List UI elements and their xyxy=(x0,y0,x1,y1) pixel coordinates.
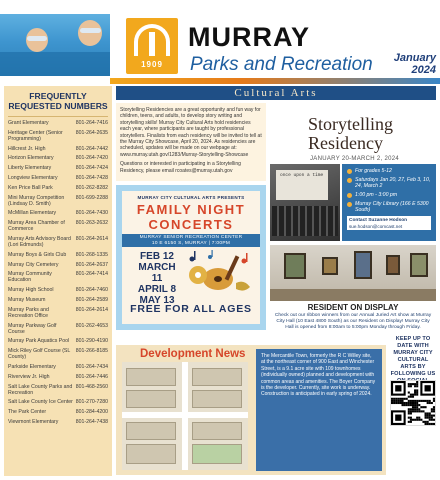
development-text: The Mercantile Town, formerly the R C Willey site, at the northeast corner of 900 East and Winchester Street, is a 9.1 acre site with 109 townhomes (individually owned) planned and development with common areas and amenities. The Boyer Company is the developer. Currently, site work is underway. Construction is anticipated in early spring of 2024. xyxy=(256,349,382,471)
header-divider xyxy=(110,78,440,84)
site-plan-map xyxy=(122,362,248,470)
phone-entry xyxy=(8,146,108,152)
entry-phone[interactable]: 801-699-2288 xyxy=(75,194,108,201)
brand-subtitle: Parks and Recreation xyxy=(190,54,373,75)
phone-list xyxy=(8,120,108,425)
article-paragraph: Questions or interested in participating in a Storytelling Residency, please email rcoates@murray.utah.gov xyxy=(120,161,241,174)
phone-entry xyxy=(8,323,108,335)
issue-date xyxy=(384,52,436,76)
storytelling-dates: JANUARY 20-MARCH 2, 2024 xyxy=(310,156,400,162)
phone-entry xyxy=(8,195,108,207)
cultural-arts-title: Cultural Arts xyxy=(234,87,318,99)
contact-email[interactable]: sue.hodson@comcast.net xyxy=(349,223,403,229)
entry-phone[interactable]: 801-264-7460 xyxy=(75,287,108,294)
entry-phone[interactable]: 801-263-2632 xyxy=(75,220,108,227)
entry-name: Heritage Center (Senior Programming) xyxy=(8,129,63,142)
header-photo xyxy=(0,14,128,76)
concert-date: MARCH 11 xyxy=(138,262,176,284)
phone-entry xyxy=(8,165,108,171)
phone-entry xyxy=(8,348,108,360)
bullet-icon xyxy=(347,202,352,207)
entry-name: Mini Murray Competition (Lindsay D. Smith) xyxy=(8,194,65,207)
phone-entry xyxy=(8,409,108,415)
resident-text: Check out our ribbon winners from our Annual Juried Art show at Murray City Hall (10 East 4800 South) as our Resident on Display! Murray City Hall is opened from 8:00am to 5:00pm Monday through Friday. xyxy=(274,313,432,330)
phone-entry xyxy=(8,271,108,283)
phone-entry xyxy=(8,262,108,268)
entry-name: Murray Area Chamber of Commerce xyxy=(8,220,65,233)
entry-phone[interactable]: 801-264-7430 xyxy=(75,210,108,217)
phone-entry xyxy=(8,297,108,303)
entry-phone[interactable]: 801-264-7442 xyxy=(75,145,108,152)
flyer-location xyxy=(122,234,260,247)
development-title: Development News xyxy=(140,348,246,360)
entry-name: Riverview Jr. High xyxy=(8,373,50,380)
entry-name: Murray City Cemetery xyxy=(8,261,59,268)
entry-name: Grant Elementary xyxy=(8,120,49,126)
resident-title: RESIDENT ON DISPLAY xyxy=(307,303,399,312)
detail-text: For grades 5-12 xyxy=(355,168,392,174)
resident-on-display xyxy=(270,245,436,341)
phone-entry xyxy=(8,175,108,181)
masthead xyxy=(0,14,440,76)
entry-phone[interactable]: 801-264-2635 xyxy=(75,129,108,136)
entry-name: Hillcrest Jr. High xyxy=(8,145,46,152)
flyer-title: CONCERTS xyxy=(148,217,234,232)
detail-row xyxy=(347,192,431,198)
phone-entry xyxy=(8,364,108,370)
gallery-photo xyxy=(270,245,436,301)
phone-entry xyxy=(8,419,108,425)
issue-month: January xyxy=(393,52,436,64)
entry-name: Murray Arts Advisory Board (Lori Edmunds) xyxy=(8,235,71,248)
entry-name: McMillan Elementary xyxy=(8,210,57,217)
entry-phone[interactable]: 801-264-7414 xyxy=(75,271,108,278)
phone-entry xyxy=(8,130,108,142)
brand-title: MURRAY xyxy=(188,22,311,52)
logo-mark-icon xyxy=(134,24,170,56)
entry-phone[interactable]: 801-264-7424 xyxy=(75,165,108,172)
entry-name: The Park Center xyxy=(8,409,47,416)
entry-name: Murray Boys & Girls Club xyxy=(8,251,67,258)
social-media-callout xyxy=(390,336,436,476)
qr-code-icon[interactable] xyxy=(390,380,436,426)
storytelling-contact xyxy=(347,216,431,230)
entry-phone[interactable]: 801-264-7446 xyxy=(75,373,108,380)
entry-name: Murray Community Education xyxy=(8,271,52,284)
typewriter-text: once upon a time xyxy=(280,173,324,178)
phone-entry xyxy=(8,374,108,380)
concert-date: MAY 13 xyxy=(139,295,175,306)
entry-phone[interactable]: 801-264-7428 xyxy=(75,174,108,181)
cultural-arts-banner xyxy=(116,86,436,100)
storytelling-title xyxy=(308,115,393,153)
location-line: MURRAY SENIOR RECREATION CENTER xyxy=(139,234,243,240)
phone-entry xyxy=(8,236,108,248)
phone-entry xyxy=(8,120,108,126)
entry-phone[interactable]: 801-268-1335 xyxy=(75,251,108,258)
concert-date: FEB 12 xyxy=(140,251,174,262)
phone-entry xyxy=(8,252,108,258)
entry-phone[interactable]: 801-468-2560 xyxy=(75,383,108,390)
detail-row xyxy=(347,201,431,213)
entry-name: Liberty Elementary xyxy=(8,165,52,172)
entry-name: Salt Lake County Ice Center xyxy=(8,399,73,406)
family-night-flyer xyxy=(116,185,266,330)
flyer-presenter: MURRAY CITY CULTURAL ARTS PRESENTS xyxy=(137,195,245,200)
title-line: Residency xyxy=(308,133,383,153)
issue-year: 2024 xyxy=(411,64,436,76)
article-paragraph: Storytelling Residencies are a great opportunity and fun way for children, teens, and adults, to develop story writing and storytelling skills! Murray City Cultural Arts hold residencies each year, where participants are taught by professional storytellers. Finalists from each residency will be invited to tell at the Murray City Showcase, April 20, 2024. As residencies are scheduled, updates will be made on our webpage at: www.murray.utah.gov/1283/Murray-Storytelling-Showcase xyxy=(120,107,262,158)
phone-entry xyxy=(8,185,108,191)
storytelling-flyer xyxy=(270,103,436,241)
entry-phone[interactable]: 801-264-7438 xyxy=(75,418,108,425)
phone-entry xyxy=(8,155,108,161)
entry-name: Murray Parkway Golf Course xyxy=(8,322,57,335)
flyer-footer: FREE FOR ALL AGES xyxy=(130,303,252,315)
phone-entry xyxy=(8,399,108,405)
entry-name: Salt Lake County Parks and Recreation xyxy=(8,383,73,396)
entry-phone[interactable]: 801-264-2637 xyxy=(75,261,108,268)
entry-phone[interactable]: 801-270-7280 xyxy=(75,399,108,406)
entry-name: Murray Park Aquatics Pool xyxy=(8,338,70,345)
entry-phone[interactable]: 801-264-2614 xyxy=(75,306,108,313)
detail-row xyxy=(347,177,431,189)
logo-year: 1909 xyxy=(141,60,163,69)
entry-name: Viewmont Elementary xyxy=(8,418,59,425)
entry-phone[interactable]: 801-284-4200 xyxy=(75,409,108,416)
cultural-arts-article xyxy=(116,103,266,181)
entry-phone[interactable]: 801-290-4190 xyxy=(75,338,108,345)
phone-entry xyxy=(8,287,108,293)
entry-name: Murray Museum xyxy=(8,296,46,303)
entry-phone[interactable]: 801-264-2589 xyxy=(75,296,108,303)
entry-phone[interactable]: 801-262-8282 xyxy=(75,184,108,191)
entry-phone[interactable]: 801-262-4653 xyxy=(75,322,108,329)
entry-name: Horizon Elementary xyxy=(8,155,54,162)
phone-entry xyxy=(8,307,108,319)
development-news xyxy=(116,345,386,475)
bullet-icon xyxy=(347,193,352,198)
entry-name: Murray High School xyxy=(8,287,54,294)
entry-name: Ken Price Ball Park xyxy=(8,184,53,191)
detail-text: 1:00 pm - 3:00 pm xyxy=(355,192,398,198)
entry-phone[interactable]: 801-264-2614 xyxy=(75,235,108,242)
location-line: 10 E 6150 S, MURRAY | 7:00PM xyxy=(151,240,231,246)
entry-phone[interactable]: 801-266-8185 xyxy=(75,348,108,355)
detail-row xyxy=(347,168,431,174)
entry-name: Longview Elementary xyxy=(8,174,58,181)
bullet-icon xyxy=(347,169,352,174)
detail-text: Murray City Library (166 E 5300 South) xyxy=(355,201,429,213)
typewriter-photo xyxy=(270,164,340,241)
entry-name: Mick Riley Golf Course (SL County) xyxy=(8,348,71,361)
phone-numbers-sidebar xyxy=(4,86,112,476)
concert-date: APRIL 8 xyxy=(137,284,177,295)
detail-text: Saturdays Jan 20, 27, Feb 3, 10, 24, March 2 xyxy=(355,177,431,189)
entry-phone[interactable]: 801-264-7434 xyxy=(75,363,108,370)
murray-logo xyxy=(126,18,178,74)
contact-label: Contact Suzanne Hodson xyxy=(349,218,408,223)
concert-dates xyxy=(132,251,182,306)
bullet-icon xyxy=(347,178,352,183)
sidebar-title: FREQUENTLY REQUESTED NUMBERS xyxy=(8,89,108,117)
entry-name: Parkside Elementary xyxy=(8,363,56,370)
instruments-illustration xyxy=(184,249,254,297)
entry-name: Murray Parks and Recreation Office xyxy=(8,306,49,319)
social-text: KEEP UP TO DATE WITH MURRAY CITY CULTURAL ARTS BY FOLLOWING US xyxy=(390,336,436,377)
phone-entry xyxy=(8,338,108,344)
flyer-title: FAMILY NIGHT xyxy=(136,202,246,217)
entry-phone[interactable]: 801-264-7420 xyxy=(75,155,108,162)
title-line: Storytelling xyxy=(308,114,393,134)
entry-phone[interactable]: 801-264-7416 xyxy=(75,120,108,126)
storytelling-details xyxy=(342,164,436,241)
phone-entry xyxy=(8,210,108,216)
phone-entry xyxy=(8,384,108,396)
phone-entry xyxy=(8,220,108,232)
